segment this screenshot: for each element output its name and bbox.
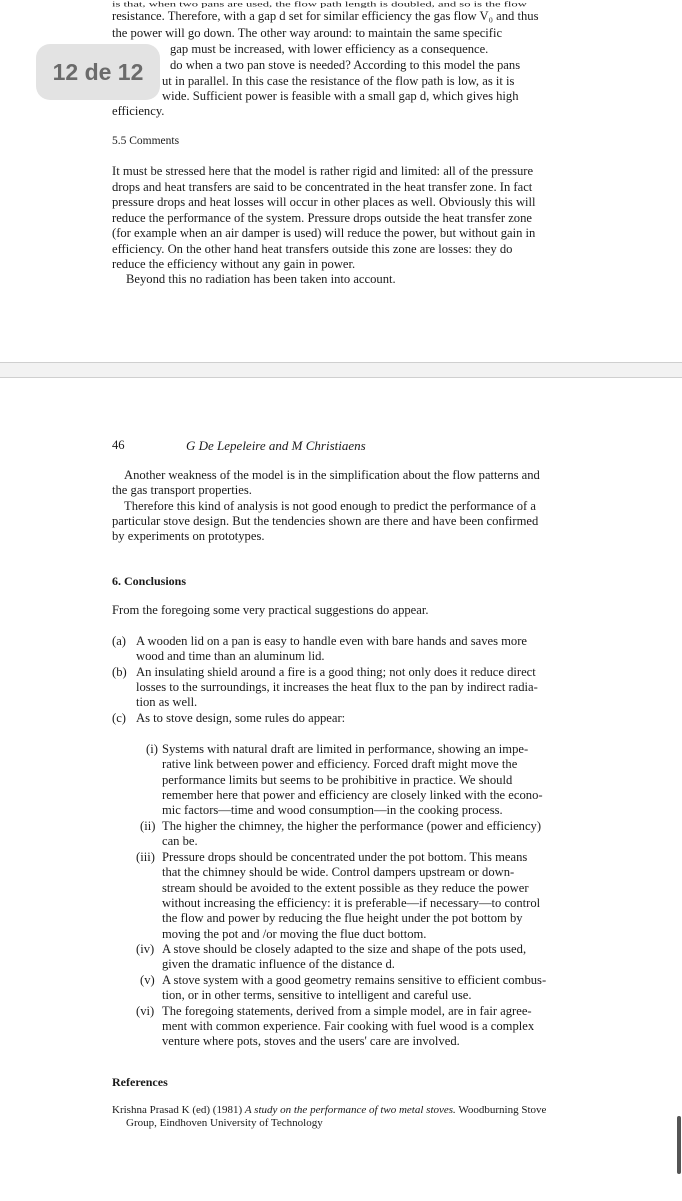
sublist-item-line: Pressure drops should be concentrated under the pot bottom. This means bbox=[162, 850, 528, 864]
sublist-item-line: The foregoing statements, derived from a simple model, are in fair agree- bbox=[162, 1004, 532, 1018]
sublist-item-line: that the chimney should be wide. Control dampers upstream or down- bbox=[162, 865, 515, 879]
list-item-label: (b) bbox=[112, 665, 127, 679]
list-item-line: A wooden lid on a pan is easy to handle even with bare hands and saves more bbox=[136, 634, 528, 648]
sublist-item-line: can be. bbox=[162, 834, 198, 848]
list-item-line: An insulating shield around a fire is a good thing; not only does it reduce direct bbox=[136, 665, 536, 679]
list-item-line: wood and time than an aluminum lid. bbox=[136, 649, 325, 663]
reference-authors: Krishna Prasad K (ed) (1981) bbox=[112, 1104, 245, 1116]
section-heading-text: 5.5 Comments bbox=[112, 135, 180, 147]
reference-title: A study on the performance of two metal stoves. bbox=[244, 1104, 456, 1116]
sublist-item-label: (iv) bbox=[136, 942, 155, 956]
pdf-page-2 bbox=[0, 377, 682, 1201]
reference-entry bbox=[112, 1104, 546, 1117]
text-line: do when a two pan stove is needed? According to this model the pans bbox=[170, 58, 521, 72]
text-line: drops and heat transfers are said to be concentrated in the heat transfer zone. In fact bbox=[112, 180, 533, 194]
text-line: It must be stressed here that the model is rather rigid and limited: all of the pressure bbox=[112, 164, 534, 178]
sublist-item-line: without increasing the efficiency: it is preferable—if necessary—to control bbox=[162, 896, 541, 910]
text-line: the gas transport properties. bbox=[112, 483, 252, 497]
sublist-item-line: the flow and power by reducing the flue height under the pot bottom by bbox=[162, 911, 523, 925]
text-line: by experiments on prototypes. bbox=[112, 529, 265, 543]
text-line: reduce the efficiency without any gain in power. bbox=[112, 257, 356, 271]
text-line: resistance. Therefore, with a gap d set for similar efficiency the gas flow V₀ and thus bbox=[112, 9, 539, 23]
sublist-item-label: (ii) bbox=[140, 819, 156, 833]
text-line: From the foregoing some very practical suggestions do appear. bbox=[112, 603, 429, 617]
reference-publisher: Woodburning Stove bbox=[455, 1104, 547, 1116]
sublist-item-label: (i) bbox=[146, 742, 158, 756]
text-line: gap must be increased, with lower efficiency as a consequence. bbox=[170, 42, 489, 56]
text-line: Therefore this kind of analysis is not good enough to predict the performance of a bbox=[124, 499, 536, 513]
list-item-line: tion as well. bbox=[136, 695, 198, 709]
text-line: particular stove design. But the tendencies shown are there and have been confirmed bbox=[112, 514, 539, 528]
list-item-line: losses to the surroundings, it increases the heat flux to the pan by indirect radia- bbox=[136, 680, 538, 694]
sublist-item-line: moving the pot and /or moving the flue duct bottom. bbox=[162, 927, 427, 941]
text-line: Another weakness of the model is in the simplification about the flow patterns and bbox=[124, 468, 540, 482]
text-line: Beyond this no radiation has been taken into account. bbox=[126, 272, 396, 286]
sublist-item-line: A stove system with a good geometry remains sensitive to efficient combus- bbox=[162, 973, 547, 987]
text-line: (for example when an air damper is used) will reduce the power, but without gain in bbox=[112, 226, 536, 240]
sublist-item-line: rative link between power and efficiency. Forced draft might move the bbox=[162, 757, 518, 771]
text-line: wide. Sufficient power is feasible with a small gap d, which gives high bbox=[162, 89, 519, 103]
sublist-item-line: The higher the chimney, the higher the performance (power and efficiency) bbox=[162, 819, 542, 833]
sublist-item-line: A stove should be closely adapted to the size and shape of the pots used, bbox=[162, 942, 527, 956]
sublist-item-label: (v) bbox=[140, 973, 155, 987]
sublist-item-line: mic factors—time and wood consumption—in the cooking process. bbox=[162, 803, 503, 817]
sublist-item-line: tion, or in other terms, sensitive to intelligent and careful use. bbox=[162, 988, 472, 1002]
list-item-line: As to stove design, some rules do appear: bbox=[136, 711, 346, 725]
text-line: reduce the performance of the system. Pressure drops outside the heat transfer zone bbox=[112, 211, 532, 225]
sublist-item-line: performance limits but seems to be prohibitive in practice. We should bbox=[162, 773, 513, 787]
reference-entry-continued: Group, Eindhoven University of Technology bbox=[126, 1117, 323, 1129]
scrollbar-thumb[interactable] bbox=[677, 1116, 681, 1174]
section-heading bbox=[112, 134, 179, 149]
sublist-item-line: Systems with natural draft are limited in performance, showing an impe- bbox=[162, 742, 529, 756]
text-line: efficiency. bbox=[112, 104, 165, 118]
text-line: efficiency. On the other hand heat transfers outside this zone are losses: they do bbox=[112, 242, 513, 256]
sublist-item-label: (vi) bbox=[136, 1004, 155, 1018]
page-indicator bbox=[36, 44, 160, 100]
section-heading: 6. Conclusions bbox=[112, 574, 187, 588]
sublist-item-line: stream should be avoided to the extent possible as they reduce the power bbox=[162, 881, 529, 895]
page-number: 46 bbox=[112, 438, 125, 452]
running-head: G De Lepeleire and M Christiaens bbox=[186, 438, 366, 453]
page-indicator-label: 12 de 12 bbox=[52, 58, 144, 85]
text-line: the power will go down. The other way around: to maintain the same specific bbox=[112, 26, 503, 40]
text-line: pressure drops and heat losses will occur in other places as well. Obviously this will bbox=[112, 195, 536, 209]
sublist-item-line: remember here that power and efficiency are closely linked with the econo- bbox=[162, 788, 543, 802]
references-heading: References bbox=[112, 1075, 168, 1089]
truncated-text-line: is that, when two pans are used, the flow path length is doubled, and so is the flow bbox=[112, 0, 527, 9]
sublist-item-line: given the dramatic influence of the distance d. bbox=[162, 957, 395, 971]
text-line: ut in parallel. In this case the resistance of the flow path is low, as it is bbox=[162, 74, 515, 88]
sublist-item-line: ment with common experience. Fair cooking with fuel wood is a complex bbox=[162, 1019, 535, 1033]
list-item-label: (c) bbox=[112, 711, 126, 725]
sublist-item-line: venture where pots, stoves and the users' care are involved. bbox=[162, 1034, 460, 1048]
sublist-item-label: (iii) bbox=[136, 850, 155, 864]
list-item-label: (a) bbox=[112, 634, 126, 648]
